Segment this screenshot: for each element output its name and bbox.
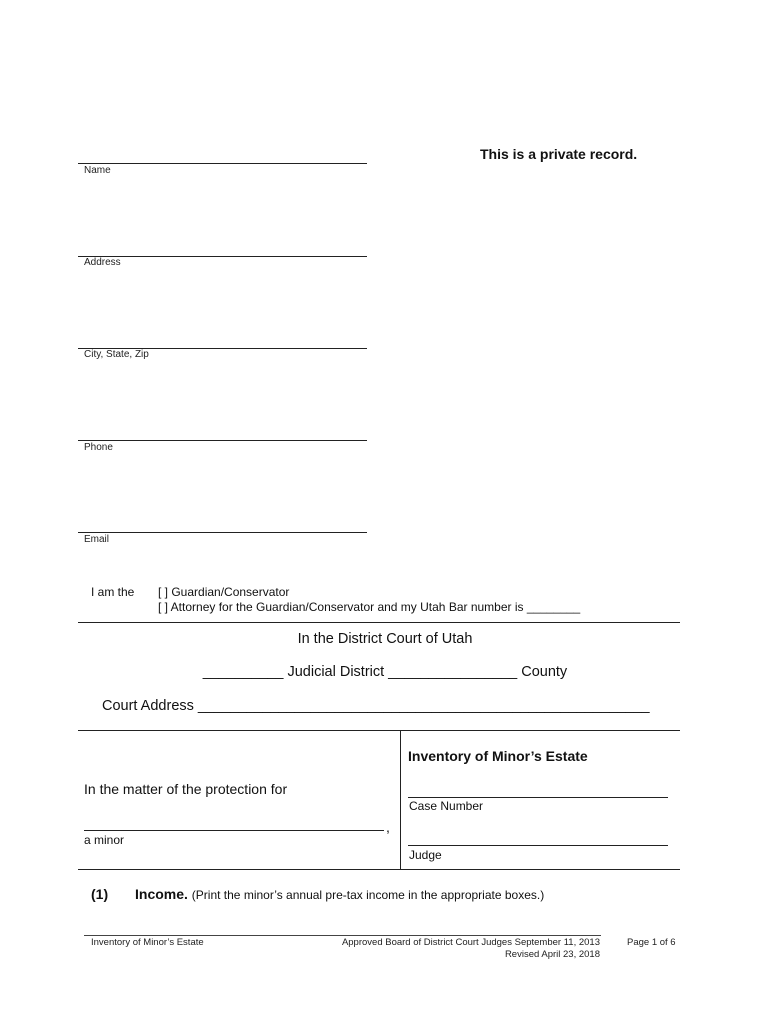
role-option-guardian[interactable]: [ ] Guardian/Conservator (158, 585, 290, 599)
footer-approved-text: Approved Board of District Court Judges September 11, 2013 (341, 937, 600, 948)
caption-vertical-divider (400, 731, 401, 869)
matter-text: In the matter of the protection for (84, 781, 288, 797)
minor-label: a minor (84, 833, 125, 847)
name-label: Name (84, 165, 111, 176)
minor-comma: , (386, 819, 390, 835)
section-number: (1) (91, 886, 109, 902)
role-option-attorney[interactable]: [ ] Attorney for the Guardian/Conservator and my Utah Bar number is ________ (158, 600, 581, 614)
judge-label: Judge (409, 848, 442, 862)
court-title: In the District Court of Utah (297, 631, 473, 647)
form-title: Inventory of Minor’s Estate (408, 748, 588, 764)
footer-revised-text: Revised April 23, 2018 (504, 949, 600, 960)
footer-approval (300, 937, 600, 961)
footer-page-number: Page 1 of 6 (627, 937, 676, 948)
section-heading (135, 886, 544, 902)
caption-top-divider (78, 730, 680, 731)
phone-field-line[interactable] (78, 440, 367, 441)
role-intro: I am the (91, 585, 135, 599)
judge-field-line[interactable] (408, 845, 668, 846)
footer-divider (84, 935, 601, 936)
address-label: Address (84, 257, 121, 268)
phone-label: Phone (84, 442, 113, 453)
name-field-line[interactable] (78, 163, 367, 164)
city-state-zip-label: City, State, Zip (84, 349, 149, 360)
privacy-notice: This is a private record. (480, 146, 638, 162)
email-field-line[interactable] (78, 532, 367, 533)
minor-name-field-line[interactable] (84, 830, 384, 831)
case-number-label: Case Number (409, 799, 484, 813)
email-label: Email (84, 534, 110, 545)
caption-bottom-divider (78, 869, 680, 870)
judicial-district-line[interactable]: __________ Judicial District ________________ County (202, 664, 568, 680)
case-number-field-line[interactable] (408, 797, 668, 798)
section-description: (Print the minor’s annual pre-tax income in the appropriate boxes.) (191, 888, 545, 902)
court-address-line[interactable]: Court Address ________________________________________________________ (102, 698, 650, 714)
divider (78, 622, 680, 623)
footer-form-name: Inventory of Minor’s Estate (91, 937, 204, 948)
address-field-line[interactable] (78, 256, 367, 257)
section-title: Income. (135, 886, 188, 902)
